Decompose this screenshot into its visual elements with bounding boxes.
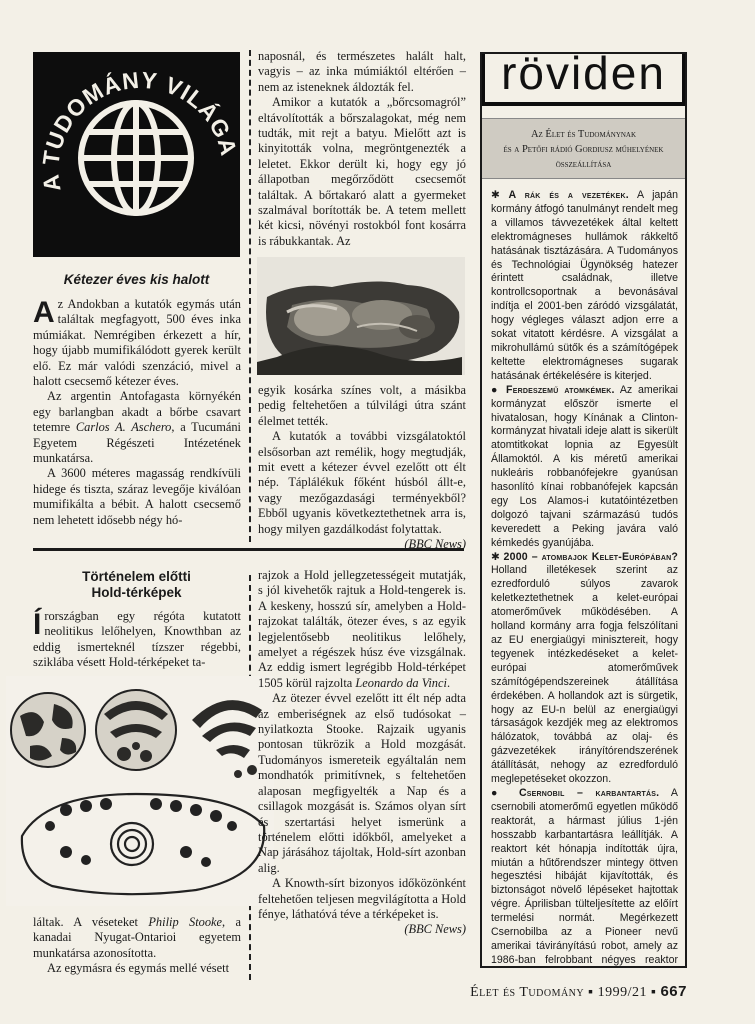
dropcap: A xyxy=(33,296,55,329)
article1-source: (BBC News) xyxy=(404,537,466,552)
news-list xyxy=(482,179,685,968)
masthead-credit: Az Élet és Tudománynak és a Petőfi rádió Gordiusz műhelyének összeállítása xyxy=(482,118,685,179)
section-logo xyxy=(33,52,240,257)
article1-paragraph: naposnál, és természetes halált halt, vagyis – az inka múmiáktól eltérően – nem az isteneknek áldozták fel. xyxy=(258,49,466,94)
article2-paragraph: A Knowth-sírt bizonyos időközönként feltehetően teljesen megvilágította a Hold fénye, láthatóvá téve a térképeket is. xyxy=(258,876,466,921)
article2-col1-top xyxy=(33,609,241,671)
separator-icon: ▪ xyxy=(651,985,657,1000)
article1-paragraph: Az argentin Antofagasta környékén egy barlangban akadt a bőrbe csavart tetemre Carlos A. Aschero, a Tucumáni Egyetem Régészeti Intézetének munkatársa. xyxy=(33,389,241,466)
article2-paragraph: Az ötezer évvel ezelőtt itt élt nép adta az emberiségnek az első tudósokat – nyilatkozta Stooke. Rajzaik ugyanis pontosan tükrözik a Hold mozgását. Tudományos ismereteik egyáltalán nem mondhatók primitívnek, s feltehetően alaposan megfigyelték a Nap és a csillagok mozgását is. Számos olyan sírt és szertartási helyet ismerünk a történelem előtti időkből, amelyeket a Nap járásához tájoltak, Hold-sírt azonban alig. xyxy=(258,691,466,875)
article1-paragraph: egyik kosárka színes volt, a másikba pedig feltehetően a túlvilági útra szánt élelmet tették. xyxy=(258,383,466,428)
article1-title: Kétezer éves kis halott xyxy=(63,272,210,287)
news-item: ● Ferdeszemű atomkémek. Az amerikai kormányzat először ismerte el hivatalosan, hogy Kínának a Clinton-kormányzat hivatali ideje alatt is sikerült atomtitkokat lopnia az Egyesült Államoktól. A kis méretű amerikai nukleáris robbanófejekre gyanúsan hasonlító kínai robbanófejek kapcsán egy Los Alamos-i kutatóintézetben dolgozó tajvani származású tudós keveredett a Peking javára való kémkedés gyanújába. xyxy=(491,383,679,549)
logo-text: A TUDOMÁNY VILÁGA xyxy=(37,66,240,194)
bullet-icon: ● xyxy=(491,383,501,396)
news-item: ✱ 2000 – atombajok Kelet-Európában? Holland illetékesek szerint az ezredforduló súlyos zavarok keletkeztethetnek a kelet-európai atomerőművek működésében. A holland kormány arra fogja felszólítani az EU energiaügyi minisztereit, hogy tegyenek intézkedéseket a kelet-európai atomerőművek számítógépendszereinek átállítása érdekében. A hollandok azt is sürgetik, hogy az EU-n belül az energiaügyi társaságok kezdjék meg az elektromos hálózatok, továbbá az olaj- és gázvezetékek irányítórendszerének átállítását, nehogy az ezredforduló meglepetéseket okozzon. xyxy=(491,550,678,786)
column-divider xyxy=(249,50,251,542)
bullet-icon: ✱ xyxy=(491,550,500,563)
article2-col1-bottom xyxy=(33,915,241,977)
masthead-bar xyxy=(482,54,685,106)
bullet-icon: ✱ xyxy=(491,189,500,201)
article1-col2-bottom xyxy=(258,383,466,552)
article2-col2 xyxy=(258,568,466,938)
page-footer xyxy=(470,983,687,1001)
separator-icon: ▪ xyxy=(588,985,594,1000)
article2-source: (BBC News) xyxy=(404,922,466,937)
article2-lead: Írországban egy régóta kutatott neolitikus lelőhelyen, Knowthban az eddig ismerteknél tízszer régebbi, sziklába vésett Hold-térképeket ta- xyxy=(33,608,241,670)
bullet-icon: ● xyxy=(491,786,507,799)
dropcap: Í xyxy=(33,608,42,641)
article1-lead: Az Andokban a kutatók egymás után találtak megfagyott, 500 éves inka múmiákat. Nemrégiben érkezett a hír, hogy újabb mumifikálódott gyerek került elő. Ez már valódi szenzáció, mivel a halott csecsemő kétezer éves. xyxy=(33,296,241,389)
article2-paragraph: rajzok a Hold jellegzetességeit mutatják, s jól kivehetők rajtuk a Hold-tengerek is. A keskeny, hosszú sír, amelyben a Hold-rajzokat találták, ötezer éves, s az egyik legjelentősebb neolitikus lelőhely, amelyet a régészek húsz éve vizsgálnak. Az eddig ismert legrégibb Hold-térképet 1505 körül rajzolta Leonardo da Vinci. xyxy=(258,568,466,690)
article1-paragraph: A 3600 méteres magasság rendkívüli hidege és tiszta, száraz levegője kiválóan mumifikálta a bébit. A halott csecsemő nem lehetett idősebb négy hó- xyxy=(33,466,241,527)
article1-col1 xyxy=(33,297,241,528)
moon-engravings-illustration xyxy=(6,676,274,906)
page-number: 667 xyxy=(660,983,687,1000)
mummy-photo xyxy=(257,257,465,375)
article1-paragraph: A kutatók a további vizsgálatoktól elsősorban azt remélik, hogy megtudják, mit evett a kétezer évvel ezelőtt ott élt nép. Táplálékuk főként húsból állt-e, vagy mezőgazdasági terményekből? Ebből ugyanis következtethetnek arra is, hogy milyen gazdálkodást folytattak. xyxy=(258,429,466,536)
news-item: ✱ A rák és a vezetékek. A japán kormány átfogó tanulmányt rendelt meg a villamos távvezetékek által keltett elektromágneses hullámok rákkeltő hatásának tisztázására. A Tudományos és Technológiai Ügynökség hatezer érintett családnak, illetve kontrollcsoportnak a bevonásával indítja el 2001-ben záródó vizsgálatát, hogy végleges választ adjon erre a sokat vitatott kérdésre. A vizsgálat a mikrohullámú sütők és a számítógépek keltette elektromágneses sugarak hatásának értékelésére is kiterjed. xyxy=(491,189,678,382)
article2-title: Történelem előtti Hold-térképek xyxy=(82,569,191,600)
news-item: ● Csernobil – karbantartás. A csernobili atomerőmű egyetlen működő reaktorát, a hármast július 1-jén hosszabb karbantartásra leállítják. A reaktort két hónapja indították újra, miután a hűtőrendszer mintegy öttven hegesztési hibáját kijavították, és biztonságot növelő lépéseket hajtottak végre. Áprilisban tülteljesítette az előírt termelési normát. Megérkezett Csernobilba az a Pioneer nevű amerikai távirányítású robot, amely az 1986-ban felrobbant négyes reaktor xyxy=(491,786,678,966)
article2-paragraph: Az egymásra és egymás mellé vésett xyxy=(47,961,230,976)
globe-logo xyxy=(33,52,240,257)
footer-issue: 1999/21 xyxy=(597,985,647,1000)
article1-col2-top xyxy=(258,49,466,249)
roviden-sidebar xyxy=(480,52,687,968)
masthead-title: röviden xyxy=(485,52,682,102)
footer-journal: Élet és Tudomány xyxy=(470,985,585,1000)
article2-paragraph: láltak. A véseteket Philip Stooke, a kanadai Nyugat-Ontarioi egyetem munkatársa azonosította. xyxy=(33,915,241,960)
article1-paragraph: Amikor a kutatók a „bőrcsomagról” eltávolították a bőrszalagokat, még nem tudták, mit rejt a batyu. Mielőtt azt is kinyitották volna, megröntgenezték a leletet. Ekkor derült ki, hogy egy jó állapotban megőrződött csecsemőt találtak. A bőrtakaró alatt a gyermeket szalmával borították be. A tetem mellett két kicsi, növényi rostokból font kosárra is rábukkantak. Az xyxy=(258,95,466,248)
